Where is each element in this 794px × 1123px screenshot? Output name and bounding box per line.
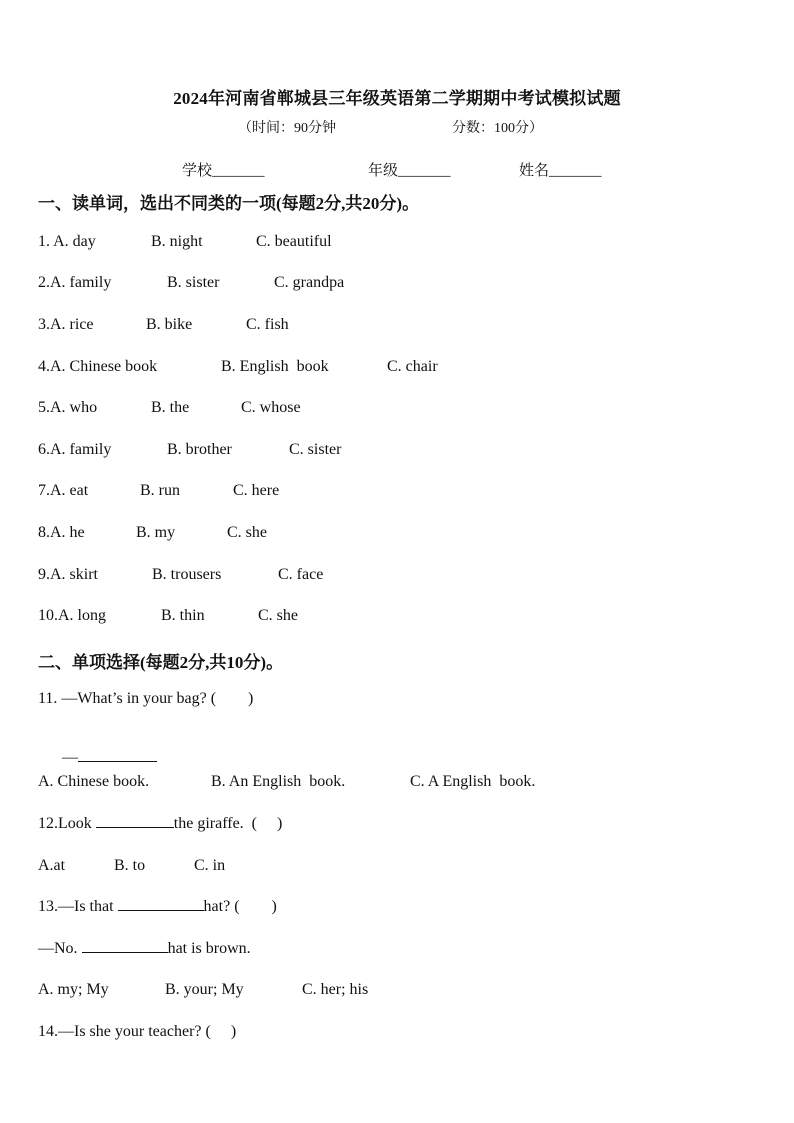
q1-option-b: B. night: [151, 233, 203, 250]
q1-option-a: 1. A. day: [38, 233, 96, 250]
q12-blank: [96, 826, 174, 828]
q8-option-b: B. my: [136, 524, 176, 541]
q6-option-c: C. sister: [289, 441, 342, 458]
q9-option-a: 9.A. skirt: [38, 566, 98, 583]
q12-stem-start: 12.Look: [38, 815, 96, 832]
q3-option-b: B. bike: [146, 316, 193, 333]
exam-time: （时间：90分钟: [238, 121, 336, 136]
q5-option-c: C. whose: [241, 399, 301, 416]
q13-blank: [118, 909, 204, 911]
q4-option-c: C. chair: [387, 358, 438, 375]
q13-reply-end: hat is brown.: [167, 940, 251, 957]
q8-option-c: C. she: [227, 524, 267, 541]
q13-reply-blank: [82, 951, 168, 953]
q4-option-b: B. English book: [221, 358, 329, 375]
q4-option-a: 4.A. Chinese book: [38, 358, 158, 375]
q13-option-b: B. your; My: [165, 981, 244, 998]
q10-option-b: B. thin: [161, 607, 205, 624]
q5-option-a: 5.A. who: [38, 399, 98, 416]
q13-reply: [38, 940, 251, 958]
q10-option-a: 10.A. long: [38, 607, 106, 624]
q11-dash: —: [62, 749, 78, 766]
q13-stem: [38, 898, 277, 916]
q11-option-a: A. Chinese book.: [38, 773, 150, 790]
q6-option-a: 6.A. family: [38, 441, 112, 458]
q11-answer-blank: [78, 760, 157, 762]
q9-option-b: B. trousers: [152, 566, 222, 583]
q10-option-c: C. she: [258, 607, 298, 624]
school-field: 学校_______: [182, 163, 265, 179]
exam-score: 分数：100分）: [452, 121, 543, 136]
q14-stem: 14.—Is she your teacher? ( ): [38, 1023, 237, 1040]
q11-option-c: C. A English book.: [410, 773, 536, 790]
q8-option-a: 8.A. he: [38, 524, 85, 541]
q13-reply-start: —No.: [38, 940, 82, 957]
q11-stem: 11. —What’s in your bag? ( ): [38, 690, 254, 707]
q12-stem: [38, 815, 282, 833]
q1-option-c: C. beautiful: [256, 233, 332, 250]
q13-option-c: C. her; his: [302, 981, 369, 998]
exam-title: 2024年河南省郸城县三年级英语第二学期期中考试模拟试题: [173, 89, 621, 108]
q7-option-a: 7.A. eat: [38, 482, 89, 499]
q5-option-b: B. the: [151, 399, 190, 416]
q2-option-b: B. sister: [167, 274, 220, 291]
q7-option-b: B. run: [140, 482, 180, 499]
q3-option-c: C. fish: [246, 316, 289, 333]
q3-option-a: 3.A. rice: [38, 316, 94, 333]
section1-heading: 一、读单词，选出不同类的一项(每题2分,共20分)。: [38, 194, 420, 213]
section2-heading: 二、单项选择(每题2分,共10分)。: [38, 653, 284, 672]
q7-option-c: C. here: [233, 482, 280, 499]
name-field: 姓名_______: [519, 163, 602, 179]
q2-option-a: 2.A. family: [38, 274, 112, 291]
q12-option-c: C. in: [194, 857, 226, 874]
q9-option-c: C. face: [278, 566, 324, 583]
q6-option-b: B. brother: [167, 441, 232, 458]
q13-stem-start: 13.—Is that: [38, 898, 118, 915]
grade-field: 年级_______: [368, 163, 451, 179]
q11-option-b: B. An English book.: [211, 773, 346, 790]
q12-option-b: B. to: [114, 857, 146, 874]
q2-option-c: C. grandpa: [274, 274, 345, 291]
q12-option-a: A.at: [38, 857, 66, 874]
q13-option-a: A. my; My: [38, 981, 109, 998]
q12-stem-end: the giraffe. ( ): [173, 815, 283, 832]
q13-stem-end: hat? ( ): [203, 898, 277, 915]
